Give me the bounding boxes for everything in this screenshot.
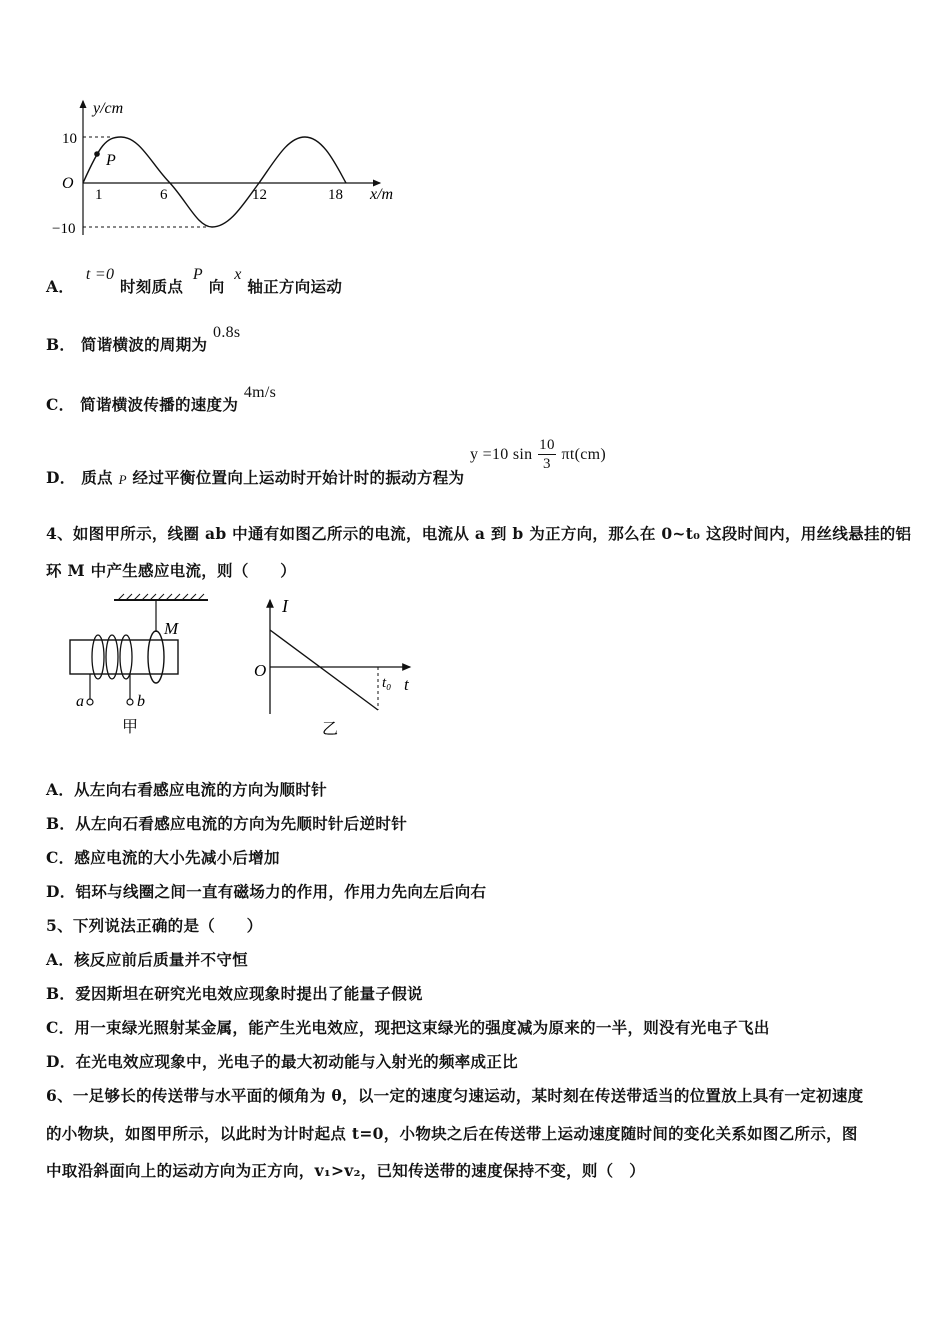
x-tick-1: 1 bbox=[95, 187, 103, 203]
x-tick-6: 6 bbox=[160, 187, 168, 203]
math-speed: 4m/s bbox=[243, 384, 277, 401]
y-axis-label: y/cm bbox=[93, 100, 124, 117]
option-text: 质点 bbox=[81, 468, 113, 487]
math-p: P bbox=[192, 266, 203, 283]
terminal-a-label: a bbox=[76, 693, 84, 710]
math-p: P bbox=[118, 472, 127, 487]
eq-right: πt(cm) bbox=[561, 446, 606, 463]
q4-option-a: A．从左向右看感应电流的方向为顺时针 bbox=[46, 780, 327, 799]
coil-turns bbox=[92, 635, 132, 679]
x-axis-label: x/m bbox=[370, 186, 394, 203]
option-text: 轴正方向运动 bbox=[247, 277, 343, 296]
q3-option-d bbox=[46, 437, 606, 487]
y-tick-neg10: −10 bbox=[52, 221, 76, 237]
point-p bbox=[94, 151, 100, 157]
math-t0: t =0 bbox=[85, 266, 115, 283]
option-letter: B． bbox=[46, 335, 76, 354]
frac-num: 10 bbox=[539, 437, 555, 453]
frac-den: 3 bbox=[543, 456, 551, 472]
q5-option-a: A．核反应前后质量并不守恒 bbox=[46, 950, 248, 969]
option-letter: D． bbox=[46, 468, 76, 487]
wave-graph bbox=[40, 95, 420, 245]
q5-option-d: D．在光电效应现象中，光电子的最大初动能与入射光的频率成正比 bbox=[46, 1052, 518, 1071]
caption-yi: 乙 bbox=[322, 721, 339, 738]
figure-jia bbox=[60, 590, 220, 740]
math-x: x bbox=[234, 266, 242, 283]
origin-label: O bbox=[254, 661, 267, 680]
terminal-a bbox=[87, 699, 93, 705]
x-tick-18: 18 bbox=[328, 187, 343, 203]
option-text: 简谐横波传播的速度为 bbox=[80, 395, 239, 414]
option-letter: C． bbox=[46, 395, 75, 414]
q6-line1: 6、一足够长的传送带与水平面的倾角为 θ，以一定的速度匀速运动，某时刻在传送带适当的位置放上具有一定初速度 bbox=[46, 1086, 864, 1105]
q6-line2: 的小物块，如图甲所示，以此时为计时起点 t=0，小物块之后在传送带上运动速度随时间的变化关系如图乙所示，图 bbox=[46, 1124, 858, 1143]
q5-stem: 5、下列说法正确的是（ ） bbox=[46, 916, 263, 935]
math-period: 0.8s bbox=[213, 324, 241, 341]
caption-jia: 甲 bbox=[122, 719, 139, 736]
q4-option-b: B．从左向石看感应电流的方向为先顺时针后逆时针 bbox=[46, 814, 408, 833]
figure-yi bbox=[248, 592, 428, 742]
ring-label: M bbox=[164, 619, 179, 638]
q6-line3: 中取沿斜面向上的运动方向为正方向，v₁>v₂，已知传送带的速度保持不变，则（ ） bbox=[46, 1161, 646, 1180]
q5-option-b: B．爱因斯坦在研究光电效应现象时提出了能量子假说 bbox=[46, 984, 423, 1003]
eq-left: y =10 sin bbox=[470, 446, 533, 463]
aluminum-ring bbox=[148, 631, 164, 683]
equation bbox=[470, 438, 606, 472]
q4-option-d: D．铝环与线圈之间一直有磁场力的作用，作用力先向左后向右 bbox=[46, 882, 487, 901]
y-tick-10: 10 bbox=[62, 131, 77, 147]
q4-option-c: C．感应电流的大小先减小后增加 bbox=[46, 848, 280, 867]
terminal-b-label: b bbox=[137, 693, 145, 710]
t0-label: t₀ bbox=[382, 675, 392, 691]
q4-stem-line2: 环 M 中产生感应电流，则（ ） bbox=[46, 561, 297, 580]
t-axis-label: t bbox=[404, 675, 409, 694]
wave-curve bbox=[83, 137, 346, 227]
q3-option-b bbox=[46, 320, 241, 354]
q3-option-a bbox=[46, 262, 342, 302]
point-p-label: P bbox=[106, 152, 116, 169]
solenoid-core bbox=[70, 640, 178, 674]
terminal-b bbox=[127, 699, 133, 705]
option-text: 向 bbox=[208, 277, 225, 296]
option-text: 经过平衡位置向上运动时开始计时的振动方程为 bbox=[132, 468, 465, 487]
q5-option-c: C．用一束绿光照射某金属，能产生光电效应，现把这束绿光的强度减为原来的一半，则没有光电子飞出 bbox=[46, 1018, 770, 1037]
option-letter: A． bbox=[46, 277, 75, 296]
current-line bbox=[270, 630, 378, 710]
x-tick-12: 12 bbox=[252, 187, 267, 203]
i-axis-label: I bbox=[282, 596, 288, 616]
option-text: 简谐横波的周期为 bbox=[80, 335, 208, 354]
q4-stem-line1: 4、如图甲所示，线圈 ab 中通有如图乙所示的电流，电流从 a 到 b 为正方向，那么在 0~t₀ 这段时间内，用丝线悬挂的铝 bbox=[46, 524, 912, 543]
eq-fraction bbox=[538, 438, 556, 472]
origin-label: O bbox=[62, 175, 74, 192]
option-text: 时刻质点 bbox=[120, 277, 184, 296]
q3-option-c bbox=[46, 380, 277, 414]
